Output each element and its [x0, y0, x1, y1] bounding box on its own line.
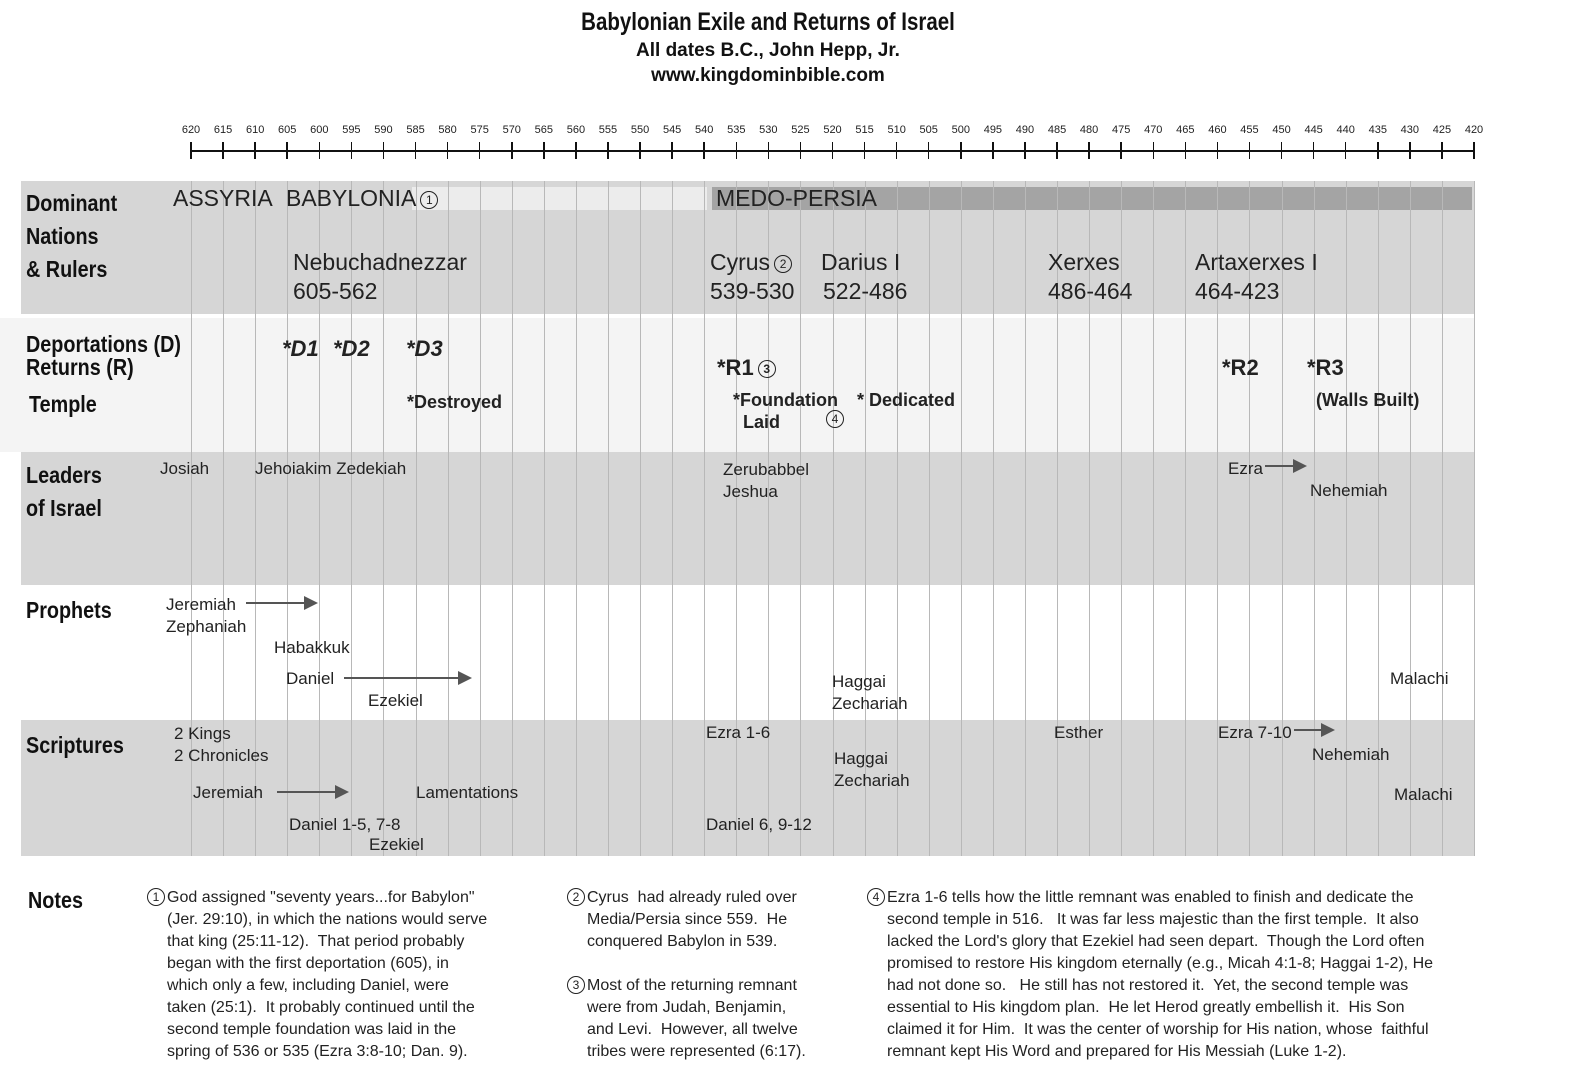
tick-label: 585 — [406, 124, 425, 136]
prophet-haggai-zechariah: Haggai Zechariah — [832, 672, 908, 713]
tick-label: 440 — [1336, 124, 1355, 136]
prophet-daniel: Daniel — [286, 669, 335, 688]
grid-line — [480, 181, 481, 856]
scripture-esther: Esther — [1054, 723, 1104, 742]
note-1-marker-icon: 1 — [147, 888, 165, 906]
tick-label: 520 — [823, 124, 842, 136]
scripture-haggai-zechariah: Haggai Zechariah — [834, 749, 910, 790]
tick-label: 540 — [695, 124, 714, 136]
label-notes: Notes — [28, 887, 83, 913]
tick-mark — [286, 142, 288, 159]
grid-line — [640, 181, 641, 856]
tick-mark — [896, 142, 898, 159]
grid-line — [544, 181, 545, 856]
tick-label: 490 — [1015, 124, 1035, 136]
empire-assyria: ASSYRIA — [173, 185, 273, 211]
tick-mark — [1185, 142, 1187, 159]
leader-zerubabbel-jeshua: Zerubabbel Jeshua — [723, 460, 810, 501]
temple-destroyed: *Destroyed — [407, 392, 503, 412]
tick-label: 550 — [630, 124, 650, 136]
tick-label: 515 — [855, 124, 874, 136]
tick-label: 465 — [1176, 124, 1195, 136]
tick-label: 575 — [470, 124, 489, 136]
tick-label: 505 — [919, 124, 938, 136]
tick-mark — [415, 142, 417, 159]
marker-4 — [822, 410, 844, 428]
tick-label: 430 — [1400, 124, 1420, 136]
tick-mark — [1088, 142, 1090, 159]
tick-label: 445 — [1304, 124, 1323, 136]
ruler-darius: Darius I — [821, 249, 901, 275]
grid-line — [383, 181, 384, 856]
tick-mark — [575, 142, 577, 159]
leader-nehemiah: Nehemiah — [1310, 481, 1388, 500]
tick-label: 495 — [983, 124, 1003, 136]
tick-mark — [1024, 142, 1026, 159]
ruler-nebuchadnezzar-dates: 605-562 — [293, 278, 378, 304]
tick-mark — [1281, 142, 1283, 159]
tick-label: 600 — [310, 124, 329, 136]
tick-mark — [928, 142, 930, 159]
tick-label: 555 — [598, 124, 618, 136]
prophet-habakkuk: Habakkuk — [274, 638, 350, 657]
marker-4-icon: 4 — [826, 410, 844, 428]
tick-mark — [1441, 142, 1443, 159]
scripture-ezra-1-6: Ezra 1-6 — [706, 723, 771, 742]
tick-label: 500 — [951, 124, 970, 136]
tick-mark — [1409, 142, 1411, 159]
scripture-nehemiah: Nehemiah — [1312, 745, 1390, 764]
subtitle-website: www.kingdominbible.com — [651, 65, 885, 86]
grid-line — [1474, 181, 1475, 856]
tick-mark — [1056, 142, 1058, 159]
tick-label: 535 — [727, 124, 746, 136]
marker-3-icon: 3 — [758, 360, 776, 378]
grid-line — [800, 181, 801, 856]
event-r2: *R2 — [1222, 355, 1259, 380]
tick-mark — [511, 142, 513, 159]
tick-label: 510 — [887, 124, 906, 136]
prophet-daniel-arrow-icon — [344, 677, 468, 679]
note-3 — [572, 975, 806, 1063]
ruler-darius-dates: 522-486 — [823, 278, 908, 304]
label-nations: Dominant Nations & Rulers — [26, 190, 118, 282]
tick-label: 435 — [1368, 124, 1387, 136]
tick-mark — [768, 142, 770, 159]
tick-mark — [992, 142, 994, 159]
scripture-jeremiah: Jeremiah — [193, 783, 263, 802]
tick-label: 560 — [566, 124, 586, 136]
leader-ezra: Ezra — [1228, 459, 1263, 478]
tick-label: 455 — [1240, 124, 1259, 136]
tick-mark — [800, 142, 802, 159]
tick-label: 475 — [1111, 124, 1131, 136]
scripture-jeremiah-arrow-icon — [277, 791, 345, 793]
prophet-jeremiah-arrow-icon — [246, 602, 314, 604]
event-r1 — [717, 355, 776, 381]
ruler-xerxes-dates: 486-464 — [1048, 278, 1133, 304]
tick-label: 530 — [759, 124, 778, 136]
tick-mark — [639, 142, 641, 159]
tick-mark — [479, 142, 481, 159]
tick-label: 420 — [1464, 124, 1484, 136]
grid-line — [1185, 181, 1186, 856]
ruler-cyrus-dates: 539-530 — [710, 278, 795, 304]
scripture-daniel-6: Daniel 6, 9-12 — [706, 815, 812, 834]
tick-mark — [736, 142, 738, 159]
tick-mark — [1153, 142, 1155, 159]
grid-line — [1153, 181, 1154, 856]
label-deportations: Deportations (D) Returns (R) — [26, 331, 181, 380]
grid-line — [287, 181, 288, 856]
grid-line — [1442, 181, 1443, 856]
tick-mark — [671, 142, 673, 159]
leader-ezra-arrow-icon — [1265, 465, 1303, 467]
scripture-ezra-arrow-icon — [1294, 729, 1331, 731]
tick-mark — [607, 142, 609, 159]
tick-mark — [832, 142, 834, 159]
tick-label: 620 — [181, 124, 201, 136]
grid-line — [576, 181, 577, 856]
ruler-artaxerxes-dates: 464-423 — [1195, 278, 1280, 304]
empire-medo-persia: MEDO-PERSIA — [716, 185, 878, 211]
subtitle-dates: All dates B.C., John Hepp, Jr. — [636, 40, 900, 61]
tick-label: 605 — [278, 124, 297, 136]
note-2 — [572, 887, 797, 953]
label-leaders: Leaders of Israel — [26, 462, 102, 521]
tick-label: 610 — [245, 124, 265, 136]
tick-label: 545 — [662, 124, 682, 136]
label-scriptures: Scriptures — [26, 732, 124, 758]
tick-mark — [864, 142, 866, 159]
grid-line — [672, 181, 673, 856]
tick-label: 565 — [534, 124, 553, 136]
tick-label: 450 — [1272, 124, 1291, 136]
leader-josiah: Josiah — [160, 459, 210, 478]
tick-label: 425 — [1432, 124, 1452, 136]
ruler-cyrus-text: Cyrus — [710, 249, 771, 275]
grid-line — [704, 181, 705, 856]
event-d2: *D2 — [333, 336, 370, 361]
label-temple: Temple — [29, 391, 97, 417]
grid-line — [1410, 181, 1411, 856]
grid-line — [416, 181, 417, 856]
tick-mark — [222, 142, 224, 159]
tick-mark — [319, 142, 321, 159]
tick-mark — [1345, 142, 1347, 159]
event-d1: *D1 — [282, 336, 319, 361]
note-4-marker-icon: 4 — [867, 888, 885, 906]
event-r3: *R3 — [1307, 355, 1344, 380]
tick-mark — [1120, 142, 1122, 159]
grid-line — [512, 181, 513, 856]
tick-label: 460 — [1208, 124, 1227, 136]
tick-mark — [1217, 142, 1219, 159]
prophet-ezekiel: Ezekiel — [368, 691, 423, 710]
marker-2-icon: 2 — [774, 255, 792, 273]
temple-dedicated: * Dedicated — [857, 390, 956, 410]
note-1-text: God assigned "seventy years...for Babylon" (Jer. 29:10), in which the nations would serve that king (25:11-12). That period probably began with the first deportation (605), in which only a few, including Daniel, were taken (25:1). It probably continued until the second temple foundation was laid in the spring of 536 or 535 (Ezra 3:8-10; Dan. 9). — [167, 889, 488, 1060]
babylonia-bar — [412, 187, 707, 210]
note-3-marker-icon: 3 — [567, 976, 585, 994]
note-2-text: Cyrus had already ruled over Media/Persia since 559. He conquered Babylon in 539. — [587, 889, 797, 950]
marker-1-icon: 1 — [420, 191, 438, 209]
tick-mark — [447, 142, 449, 159]
grid-line — [1282, 181, 1283, 856]
tick-label: 570 — [502, 124, 521, 136]
note-2-marker-icon: 2 — [567, 888, 585, 906]
tick-mark — [190, 142, 192, 159]
tick-mark — [1377, 142, 1379, 159]
prophet-jeremiah-zephaniah: Jeremiah Zephaniah — [166, 595, 247, 636]
grid-line — [961, 181, 962, 856]
ruler-artaxerxes: Artaxerxes I — [1195, 249, 1318, 275]
scripture-malachi: Malachi — [1394, 785, 1453, 804]
grid-line — [1025, 181, 1026, 856]
tick-label: 595 — [342, 124, 361, 136]
scripture-lamentations: Lamentations — [416, 783, 519, 802]
label-prophets: Prophets — [26, 597, 112, 623]
scripture-kings-chronicles: 2 Kings 2 Chronicles — [174, 724, 269, 765]
tick-mark — [543, 142, 545, 159]
note-1 — [152, 887, 488, 1063]
scripture-ezekiel: Ezekiel — [369, 835, 424, 854]
note-3-text: Most of the returning remnant were from Judah, Benjamin, and Levi. However, all twelve tribes were represented (6:17). — [587, 977, 806, 1060]
note-4-text: Ezra 1-6 tells how the little remnant was enabled to finish and dedicate the second temple in 516. It was far less majestic than the first temple. It also lacked the Lord's glory that Ezekiel had seen depart. Though the Lord often promised to restore His kingdom eternally (e.g., Micah 4:1-8; Haggai 1-2), He had not done so. He still has not restored it. Yet, the second temple was essential to His kingdom plan. He let Herod greatly embellish it. His Son claimed it for Him. It was the center of worship for His nation, whose faithful remnant kept His Word and prepared for His Messiah (Luke 1-2). — [887, 889, 1434, 1060]
grid-line — [993, 181, 994, 856]
tick-mark — [1313, 142, 1315, 159]
grid-line — [448, 181, 449, 856]
empire-babylonia — [286, 185, 438, 212]
grid-line — [608, 181, 609, 856]
walls-built: (Walls Built) — [1316, 390, 1420, 410]
tick-mark — [351, 142, 353, 159]
grid-line — [929, 181, 930, 856]
tick-label: 470 — [1144, 124, 1163, 136]
tick-label: 590 — [374, 124, 393, 136]
tick-mark — [960, 142, 962, 159]
prophet-malachi: Malachi — [1390, 669, 1449, 688]
tick-mark — [1249, 142, 1251, 159]
tick-label: 485 — [1047, 124, 1067, 136]
tick-mark — [703, 142, 705, 159]
note-4 — [872, 887, 1434, 1063]
tick-mark — [254, 142, 256, 159]
leader-jehoiakim-zedekiah: Jehoiakim Zedekiah — [255, 459, 407, 478]
tick-label: 525 — [791, 124, 810, 136]
scripture-daniel: Daniel 1-5, 7-8 — [289, 815, 401, 834]
ruler-xerxes: Xerxes — [1048, 249, 1120, 275]
tick-label: 480 — [1079, 124, 1099, 136]
empire-babylonia-text: BABYLONIA — [286, 185, 417, 211]
scripture-ezra-7-10: Ezra 7-10 — [1218, 723, 1292, 742]
event-r1-text: *R1 — [717, 355, 754, 380]
tick-mark — [1473, 142, 1475, 159]
page-title: Babylonian Exile and Returns of Israel — [581, 8, 955, 36]
tick-label: 580 — [438, 124, 457, 136]
ruler-cyrus — [710, 249, 792, 276]
tick-mark — [383, 142, 385, 159]
temple-foundation-laid: *Foundation Laid — [733, 390, 838, 432]
event-d3: *D3 — [406, 336, 443, 361]
tick-label: 615 — [213, 124, 233, 136]
ruler-nebuchadnezzar: Nebuchadnezzar — [293, 249, 467, 275]
